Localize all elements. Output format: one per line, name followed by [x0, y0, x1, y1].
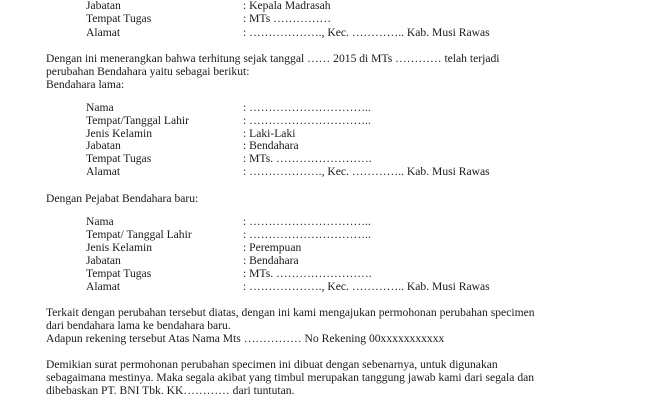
field-label: Nama — [86, 101, 114, 114]
field-label: Tempat/ Tanggal Lahir — [86, 228, 192, 241]
field-value: : ………………………….. — [243, 101, 371, 114]
field-value: : ………………………….. — [243, 228, 371, 241]
field-value: : ………………., Kec. ………….. Kab. Musi Rawas — [243, 280, 490, 293]
field-value: : Kepala Madrasah — [243, 0, 331, 12]
field-label: Alamat — [86, 280, 121, 293]
field-label: Tempat Tugas — [86, 12, 152, 25]
closing-line-3: dibebaskan PT. BNI Tbk. KK………… dari tuntutan. — [46, 384, 295, 397]
field-value: : Perempuan — [243, 241, 302, 254]
field-label: Jabatan — [86, 139, 121, 152]
field-value: : MTs …………… — [243, 12, 332, 25]
field-value: : Laki-Laki — [243, 127, 296, 140]
field-value: : MTs. ……………………. — [243, 267, 372, 280]
field-label: Alamat — [86, 165, 121, 178]
statement-line-2: perubahan Bendahara yaitu sebagai berikut: — [46, 65, 250, 78]
request-line-1: Terkait dengan perubahan tersebut diatas, dengan ini kami mengajukan permohonan perubahan specimen — [46, 306, 535, 319]
field-label: Jenis Kelamin — [86, 127, 153, 140]
field-value: : MTs. ……………………. — [243, 152, 372, 165]
field-label: Jenis Kelamin — [86, 241, 153, 254]
field-label: Jabatan — [86, 254, 121, 267]
closing-line-1: Demikian surat permohonan perubahan specimen ini dibuat dengan sebenarnya, untuk digunakan — [46, 358, 498, 371]
old-treasurer-heading: Bendahara lama: — [46, 78, 125, 91]
field-value: : ………………., Kec. ………….. Kab. Musi Rawas — [243, 26, 490, 39]
request-line-3: Adapun rekening tersebut Atas Nama Mts …………… No Rekening 00xxxxxxxxxxx — [46, 332, 445, 345]
statement-line-1: Dengan ini menerangkan bahwa terhitung sejak tanggal …… 2015 di MTs ………… telah terjadi — [46, 52, 500, 65]
field-label: Tempat Tugas — [86, 152, 152, 165]
field-label: Tempat/Tanggal Lahir — [86, 114, 190, 127]
request-line-2: dari bendahara lama ke bendahara baru. — [46, 319, 231, 332]
field-label: Tempat Tugas — [86, 267, 152, 280]
field-value: : ………………………….. — [243, 215, 371, 228]
field-label: Nama — [86, 215, 114, 228]
closing-line-2: sebagaimana mestinya. Maka segala akibat yang timbul merupakan tanggung jawab kami dari segala dan — [46, 371, 535, 384]
field-label: Alamat — [86, 26, 121, 39]
field-value: : Bendahara — [243, 139, 299, 152]
field-value: : Bendahara — [243, 254, 299, 267]
field-value: : ………………………….. — [243, 114, 371, 127]
field-label: Jabatan — [86, 0, 121, 12]
field-value: : ………………., Kec. ………….. Kab. Musi Rawas — [243, 165, 490, 178]
new-treasurer-heading: Dengan Pejabat Bendahara baru: — [46, 192, 199, 205]
